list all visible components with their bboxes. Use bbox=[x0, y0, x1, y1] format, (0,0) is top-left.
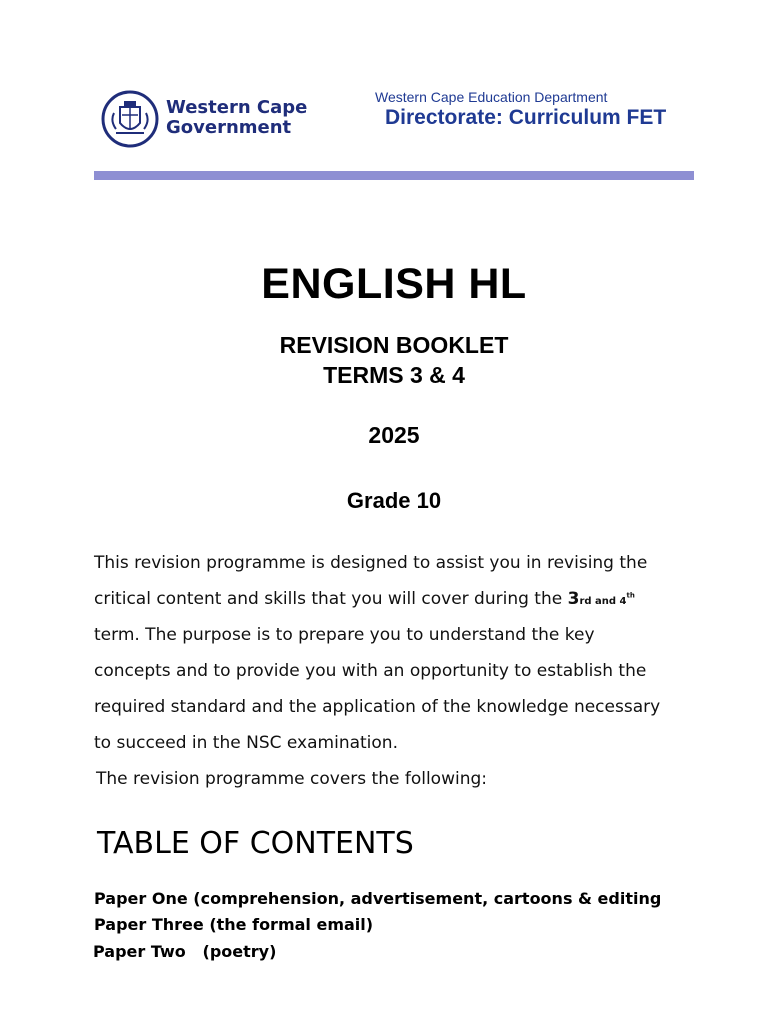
ordinal-superscript: th bbox=[626, 591, 635, 600]
coat-of-arms-icon bbox=[100, 89, 160, 149]
ordinal-and: and 4 bbox=[591, 596, 627, 607]
ordinal-suffix: rd bbox=[579, 596, 592, 607]
intro-line: concepts and to provide you with an opportunity to establish the bbox=[94, 661, 647, 681]
logo-text-line2: Government bbox=[166, 117, 292, 138]
intro-line: This revision programme is designed to assist you in revising the bbox=[94, 553, 648, 573]
intro-line-text: critical content and skills that you will cover during the bbox=[94, 589, 568, 609]
toc-heading: TABLE OF CONTENTS bbox=[97, 826, 414, 861]
intro-line: to succeed in the NSC examination. bbox=[94, 733, 398, 753]
intro-line bbox=[94, 589, 635, 609]
toc-item: Paper One (comprehension, advertisement, cartoons & editing bbox=[94, 889, 662, 908]
western-cape-government-logo bbox=[100, 89, 310, 149]
toc-item: Paper Two (poetry) bbox=[93, 942, 277, 961]
header-divider bbox=[94, 171, 694, 180]
toc-item: Paper Three (the formal email) bbox=[94, 915, 374, 934]
intro-line: term. The purpose is to prepare you to understand the key bbox=[94, 625, 595, 645]
document-title: ENGLISH HL bbox=[261, 260, 527, 308]
year: 2025 bbox=[368, 422, 420, 448]
intro-line: required standard and the application of the knowledge necessary bbox=[94, 697, 661, 717]
directorate-name: Directorate: Curriculum FET bbox=[385, 106, 667, 129]
term-ordinals bbox=[568, 589, 635, 609]
subtitle-terms: TERMS 3 & 4 bbox=[323, 362, 465, 388]
intro-line: The revision programme covers the following: bbox=[96, 769, 487, 789]
logo-text-line1: Western Cape bbox=[166, 97, 308, 118]
grade: Grade 10 bbox=[346, 488, 442, 513]
ordinal-number: 3 bbox=[567, 589, 580, 609]
department-name: Western Cape Education Department bbox=[375, 89, 608, 105]
subtitle-revision-booklet: REVISION BOOKLET bbox=[279, 332, 509, 358]
